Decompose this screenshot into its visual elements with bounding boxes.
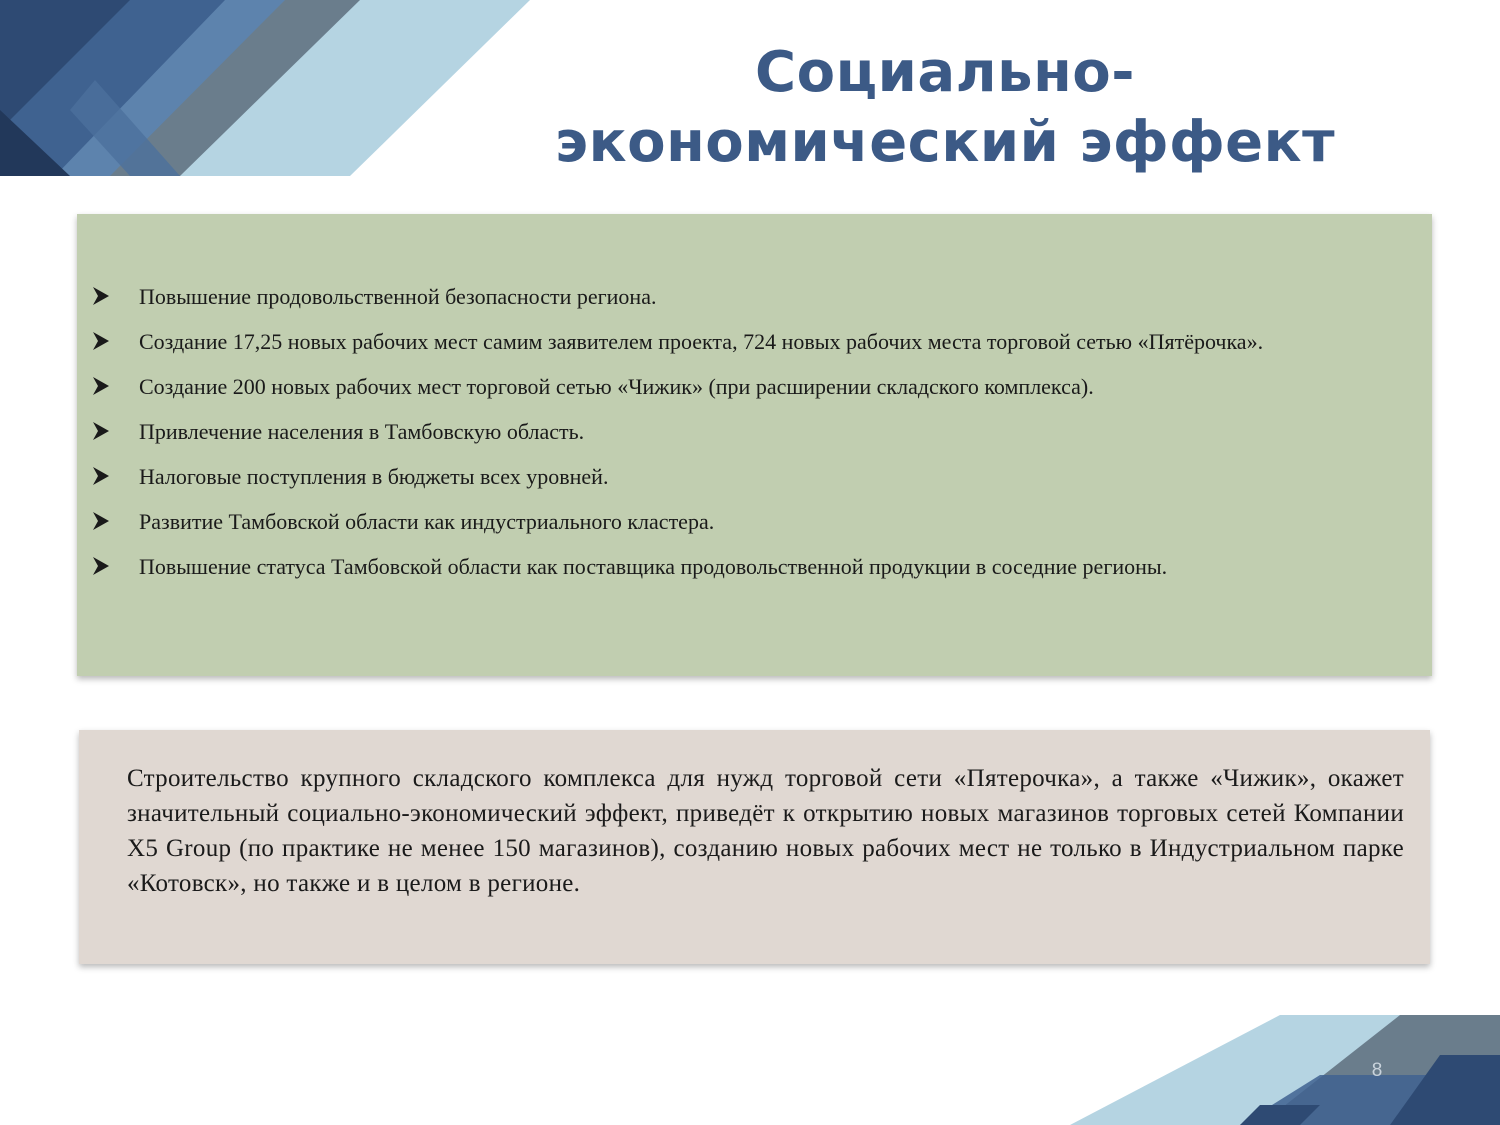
arrowhead-bullet-icon: [92, 421, 110, 441]
list-item-text: Привлечение населения в Тамбовскую область.: [139, 419, 585, 444]
bottom-right-decoration: [1060, 1015, 1500, 1125]
arrowhead-bullet-icon: [92, 331, 110, 351]
arrowhead-bullet-icon: [92, 556, 110, 576]
list-item: [77, 409, 1377, 454]
arrowhead-bullet-icon: [92, 511, 110, 531]
list-item-text: Создание 17,25 новых рабочих мест самим заявителем проекта, 724 новых рабочих места торговой сетью «Пятёрочка».: [139, 329, 1264, 354]
page-number: 8: [1371, 1060, 1383, 1081]
arrowhead-bullet-icon: [92, 286, 110, 306]
list-item: [77, 319, 1377, 364]
list-item-text: Повышение продовольственной безопасности региона.: [139, 284, 657, 309]
summary-text: Строительство крупного складского комплекса для нужд торговой сети «Пятерочка», а также «Чижик», окажет значительный социально-экономический эффект, приведёт к открытию новых магазинов торговых сетей Компании X5 Group (по практике не менее 150 магазинов), созданию новых рабочих мест не только в Индустриальном парке «Котовск», но также и в целом в регионе.: [127, 765, 1404, 897]
list-item: [77, 364, 1377, 409]
list-item-text: Создание 200 новых рабочих мест торговой сетью «Чижик» (при расширении складского комплекса).: [139, 374, 1094, 399]
summary-panel: [79, 730, 1430, 964]
top-left-decoration: [0, 0, 530, 176]
effects-panel: [77, 214, 1432, 676]
arrowhead-bullet-icon: [92, 376, 110, 396]
effects-list: [77, 274, 1377, 589]
list-item: [77, 454, 1377, 499]
list-item: [77, 499, 1377, 544]
list-item: [77, 274, 1377, 319]
list-item: [77, 544, 1377, 589]
arrowhead-bullet-icon: [92, 466, 110, 486]
list-item-text: Развитие Тамбовской области как индустриального кластера.: [139, 509, 715, 534]
slide-title: Социально-экономический эффект: [554, 40, 1336, 175]
list-item-text: Повышение статуса Тамбовской области как поставщика продовольственной продукции в соседние регионы.: [139, 554, 1168, 579]
list-item-text: Налоговые поступления в бюджеты всех уровней.: [139, 464, 609, 489]
